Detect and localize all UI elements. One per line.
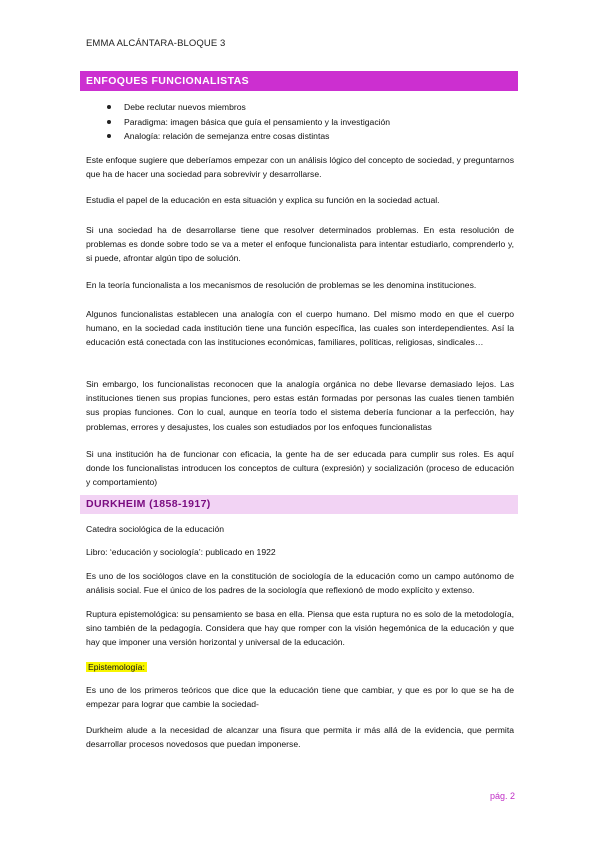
paragraph-problemas: Si una sociedad ha de desarrollarse tiene que resolver determinados problemas. En esta resolución de problemas es donde sobre todo se va a meter el enfoque funcionalista para intentar estudiarlo, comprenderlo y, si puede, afrontar algún tipo de solución.	[86, 225, 514, 264]
paragraph-sociologo-clave: Es uno de los sociólogos clave en la constitución de sociología de la educación como un campo autónomo de análisis social. Fue el único de los padres de la sociología que reflexionó de modo explícito y extenso.	[86, 571, 514, 596]
list-item	[107, 100, 390, 115]
list-item-text: Paradigma: imagen básica que guía el pensamiento y la investigación	[124, 116, 391, 127]
section-heading-durkheim: DURKHEIM (1858-1917)	[80, 495, 518, 514]
bullet-icon	[107, 120, 111, 124]
paragraph-epistemologia-label	[86, 660, 514, 674]
bullet-icon	[107, 105, 111, 109]
paragraph-catedra: Catedra sociológica de la educación	[86, 524, 225, 534]
paragraph-analogia: Algunos funcionalistas establecen una analogía con el cuerpo humano. Del mismo modo en que el cuerpo humano, en la sociedad cada institución tiene una función específica, las cuales son interdependientes. Así la educación está conectada con las instituciones económicas, familiares, políticas, religiosas, sindicales…	[86, 309, 514, 348]
paragraph-fisura: Durkheim alude a la necesidad de alcanzar una fisura que permita ir más allá de la evidencia, que permita desarrollar procesos novedosos que puedan imponerse.	[86, 725, 514, 750]
list-item-text: Analogía: relación de semejanza entre cosas distintas	[124, 131, 330, 141]
list-item-text: Debe reclutar nuevos miembros	[124, 102, 246, 112]
list-item	[107, 115, 390, 130]
page-header: EMMA ALCÁNTARA-BLOQUE 3	[86, 38, 226, 49]
paragraph-libro: Libro: ‘educación y sociología’: publicado en 1922	[86, 547, 276, 557]
highlighted-label: Epistemología:	[88, 662, 145, 672]
section-heading-enfoques: ENFOQUES FUNCIONALISTAS	[80, 71, 518, 91]
bullet-icon	[107, 134, 111, 138]
paragraph-instituciones: En la teoría funcionalista a los mecanismos de resolución de problemas se les denomina instituciones.	[86, 280, 477, 290]
bullet-list	[107, 100, 390, 144]
paragraph-analisis: Este enfoque sugiere que deberíamos empezar con un análisis lógico del concepto de sociedad, y preguntarnos que ha de hacer una sociedad para sobrevivir y desarrollarse.	[86, 155, 514, 180]
paragraph-primeros-teoricos: Es uno de los primeros teóricos que dice que la educación tiene que cambiar, y que es por lo que se ha de empezar para lograr que cambie la sociedad-	[86, 685, 514, 710]
paragraph-eficacia: Si una institución ha de funcionar con eficacia, la gente ha de ser educada para cumplir sus roles. Es aquí donde los funcionalistas introducen los conceptos de cultura (expresión) y socialización (proceso de educación y comportamiento)	[86, 449, 514, 488]
paragraph-ruptura: Ruptura epistemológica: su pensamiento se basa en ella. Piensa que esta ruptura no es solo de la metodología, sino también de la pedagogía. Considera que hay que romper con la visión hegemónica de la educación y que hay que imponer una versión horizontal y universal de la educación.	[86, 609, 514, 648]
list-item	[107, 129, 390, 144]
paragraph-papel-educacion: Estudia el papel de la educación en esta situación y explica su función en la sociedad actual.	[86, 195, 440, 205]
paragraph-sin-embargo: Sin embargo, los funcionalistas reconocen que la analogía orgánica no debe llevarse demasiado lejos. Las instituciones tienen sus propias funciones, pero estas están formadas por personas las cuales tienen también sus propias funciones. Con lo cual, aunque en teoría todo el sistema debería funcionar a la perfección, hay problemas, errores y desajustes, los cuales son estudiados por los enfoques funcionalistas	[86, 379, 514, 432]
page-number: pág. 2	[490, 791, 516, 801]
